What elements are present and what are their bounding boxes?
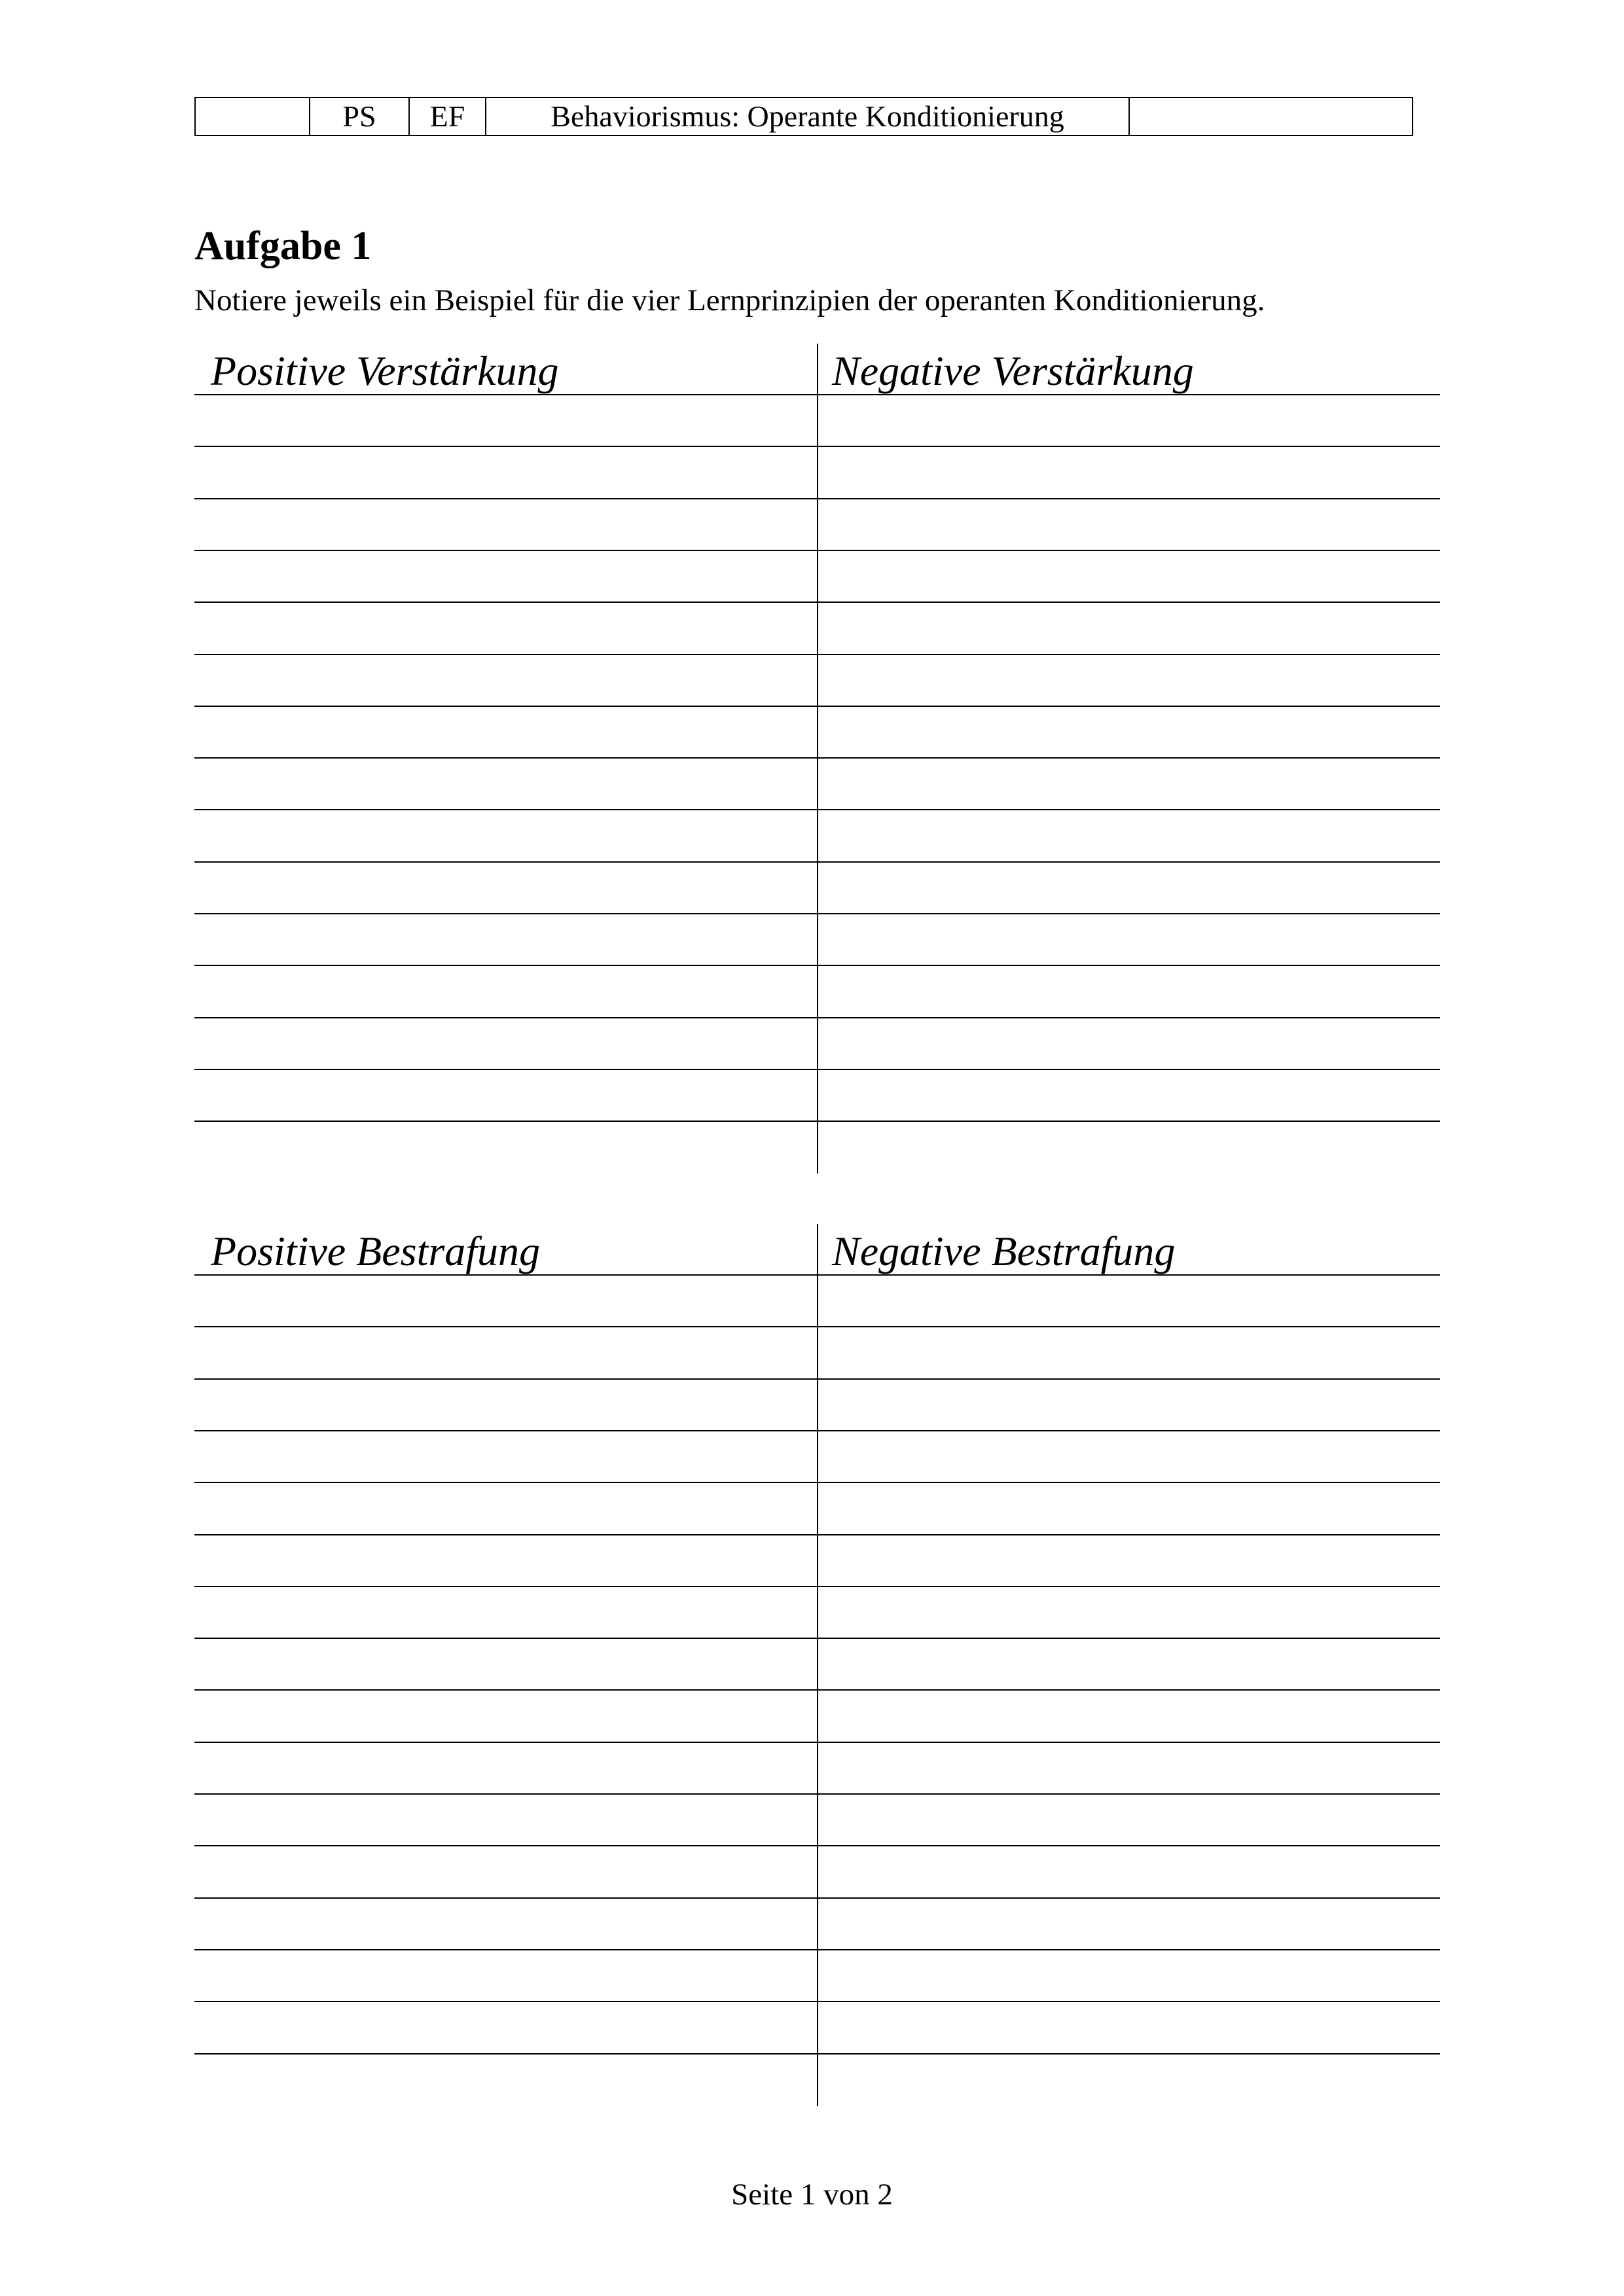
answer-line — [194, 1897, 1440, 1899]
task-title: Aufgabe 1 — [194, 224, 372, 268]
punishment-answer-grid — [194, 1224, 1440, 2106]
answer-line — [194, 757, 1440, 759]
answer-line — [194, 1378, 1440, 1380]
header-cell-topic: Behaviorismus: Operante Konditionierung — [486, 98, 1129, 135]
answer-line — [194, 394, 1440, 395]
answer-line — [194, 446, 1440, 447]
answer-line — [194, 1534, 1440, 1535]
answer-line — [194, 498, 1440, 499]
header-cell-course: EF — [409, 98, 486, 135]
heading-positive-punishment: Positive Bestrafung — [211, 1228, 541, 1274]
answer-line — [194, 1689, 1440, 1691]
answer-line — [194, 1017, 1440, 1018]
answer-line — [194, 1845, 1440, 1846]
answer-line — [194, 913, 1440, 914]
reinforcement-answer-grid — [194, 344, 1440, 1174]
answer-line — [194, 2001, 1440, 2002]
answer-line — [194, 654, 1440, 655]
heading-negative-punishment: Negative Bestrafung — [832, 1228, 1176, 1274]
answer-line — [194, 1274, 1440, 1276]
header-row — [195, 98, 1413, 135]
answer-line — [194, 1638, 1440, 1639]
header-cell-subject: PS — [310, 98, 409, 135]
heading-negative-reinforcement: Negative Verstärkung — [832, 348, 1194, 394]
answer-line — [194, 1586, 1440, 1587]
answer-line — [194, 706, 1440, 707]
heading-positive-reinforcement: Positive Verstärkung — [211, 348, 559, 394]
header-table — [194, 97, 1413, 136]
answer-line — [194, 861, 1440, 863]
answer-line — [194, 1949, 1440, 1950]
answer-line — [194, 965, 1440, 966]
answer-line — [194, 601, 1440, 603]
answer-line — [194, 1069, 1440, 1070]
answer-line — [194, 1326, 1440, 1327]
answer-line — [194, 1482, 1440, 1483]
answer-line — [194, 809, 1440, 810]
header-cell-empty-left — [195, 98, 310, 135]
page-number: Seite 1 von 2 — [731, 2178, 893, 2212]
column-divider — [817, 1224, 818, 2106]
answer-line — [194, 1430, 1440, 1431]
answer-line — [194, 1121, 1440, 1122]
answer-line — [194, 1793, 1440, 1795]
task-instruction: Notiere jeweils ein Beispiel für die vier Lernprinzipien der operanten Konditionierung. — [194, 283, 1265, 317]
answer-line — [194, 2053, 1440, 2054]
answer-line — [194, 1742, 1440, 1743]
header-cell-empty-right — [1129, 98, 1413, 135]
answer-line — [194, 550, 1440, 551]
